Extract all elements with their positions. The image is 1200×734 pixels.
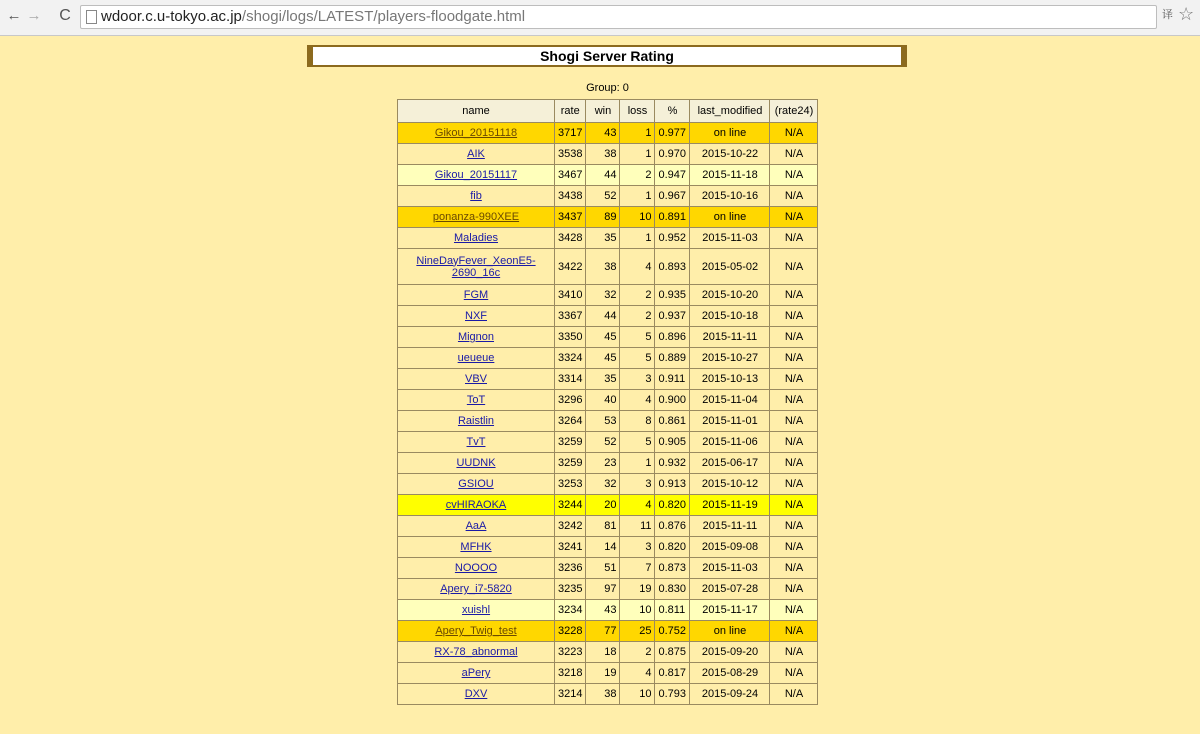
win-cell: 32	[586, 285, 620, 306]
player-name-cell	[398, 327, 555, 348]
player-link[interactable]: UUDNK	[456, 457, 496, 469]
rate-cell: 3264	[555, 411, 586, 432]
loss-cell: 5	[620, 348, 655, 369]
player-name-cell	[398, 558, 555, 579]
rate24-cell: N/A	[770, 327, 818, 348]
player-name-cell	[398, 516, 555, 537]
col-header-rate24: (rate24)	[770, 100, 818, 123]
rate24-cell: N/A	[770, 642, 818, 663]
rate24-cell: N/A	[770, 186, 818, 207]
win-cell: 52	[586, 186, 620, 207]
table-row	[398, 432, 818, 453]
percent-cell: 0.967	[655, 186, 690, 207]
last-modified-cell: 2015-11-06	[690, 432, 770, 453]
rating-table	[397, 99, 818, 705]
rate-cell: 3259	[555, 453, 586, 474]
win-cell: 89	[586, 207, 620, 228]
player-name-cell	[398, 285, 555, 306]
rate-cell: 3438	[555, 186, 586, 207]
rate-cell: 3296	[555, 390, 586, 411]
table-row	[398, 411, 818, 432]
last-modified-cell: on line	[690, 207, 770, 228]
loss-cell: 2	[620, 165, 655, 186]
player-name-cell	[398, 642, 555, 663]
player-link[interactable]: GSIOU	[458, 478, 494, 490]
loss-cell: 25	[620, 621, 655, 642]
win-cell: 81	[586, 516, 620, 537]
loss-cell: 10	[620, 684, 655, 705]
table-row	[398, 642, 818, 663]
last-modified-cell: 2015-11-11	[690, 516, 770, 537]
rate-cell: 3410	[555, 285, 586, 306]
table-row	[398, 684, 818, 705]
rate-cell: 3314	[555, 369, 586, 390]
rate24-cell: N/A	[770, 207, 818, 228]
translate-icon[interactable]: 译	[1162, 9, 1173, 21]
percent-cell: 0.793	[655, 684, 690, 705]
percent-cell: 0.905	[655, 432, 690, 453]
rate-cell: 3218	[555, 663, 586, 684]
win-cell: 35	[586, 369, 620, 390]
rate-cell: 3235	[555, 579, 586, 600]
player-name-cell	[398, 228, 555, 249]
table-row	[398, 165, 818, 186]
player-link[interactable]: DXV	[464, 688, 488, 700]
rate24-cell: N/A	[770, 144, 818, 165]
rate24-cell: N/A	[770, 348, 818, 369]
rate-cell: 3241	[555, 537, 586, 558]
win-cell: 77	[586, 621, 620, 642]
last-modified-cell: 2015-09-08	[690, 537, 770, 558]
table-row	[398, 285, 818, 306]
rate-cell: 3223	[555, 642, 586, 663]
table-row	[398, 186, 818, 207]
loss-cell: 1	[620, 453, 655, 474]
rate24-cell: N/A	[770, 516, 818, 537]
percent-cell: 0.977	[655, 123, 690, 144]
table-row	[398, 390, 818, 411]
rate24-cell: N/A	[770, 453, 818, 474]
bookmark-star-icon[interactable]: ☆	[1178, 4, 1195, 24]
back-arrow-icon[interactable]: ←	[6, 7, 22, 24]
title-banner	[307, 45, 907, 67]
table-row	[398, 249, 818, 285]
address-url[interactable]	[101, 8, 525, 25]
forward-arrow-icon[interactable]: →	[26, 7, 42, 24]
win-cell: 14	[586, 537, 620, 558]
loss-cell: 3	[620, 369, 655, 390]
player-name-cell	[398, 600, 555, 621]
table-row	[398, 516, 818, 537]
player-name-cell	[398, 579, 555, 600]
table-row	[398, 453, 818, 474]
player-name-cell	[398, 495, 555, 516]
rate-cell: 3538	[555, 144, 586, 165]
rate-cell: 3467	[555, 165, 586, 186]
page-icon	[86, 10, 97, 24]
last-modified-cell: 2015-09-24	[690, 684, 770, 705]
player-link[interactable]: Maladies	[453, 232, 499, 244]
win-cell: 43	[586, 600, 620, 621]
last-modified-cell: 2015-05-02	[690, 249, 770, 285]
win-cell: 44	[586, 165, 620, 186]
player-link[interactable]: FGM	[463, 289, 489, 301]
last-modified-cell: 2015-08-29	[690, 663, 770, 684]
percent-cell: 0.896	[655, 327, 690, 348]
rate-cell: 3236	[555, 558, 586, 579]
table-row	[398, 144, 818, 165]
player-link[interactable]: cvHIRAOKA	[445, 499, 507, 511]
loss-cell: 2	[620, 285, 655, 306]
player-link[interactable]: ueueue	[457, 352, 495, 364]
table-row	[398, 123, 818, 144]
win-cell: 38	[586, 249, 620, 285]
browser-toolbar	[0, 0, 1200, 36]
rate-cell: 3253	[555, 474, 586, 495]
player-link[interactable]: AaA	[465, 520, 487, 532]
table-row	[398, 207, 818, 228]
win-cell: 44	[586, 306, 620, 327]
win-cell: 45	[586, 348, 620, 369]
win-cell: 32	[586, 474, 620, 495]
rate-cell: 3214	[555, 684, 586, 705]
player-name-cell	[398, 369, 555, 390]
percent-cell: 0.876	[655, 516, 690, 537]
rate-cell: 3324	[555, 348, 586, 369]
last-modified-cell: 2015-07-28	[690, 579, 770, 600]
table-row	[398, 537, 818, 558]
player-link[interactable]: xuishl	[461, 604, 491, 616]
loss-cell: 1	[620, 228, 655, 249]
last-modified-cell: 2015-10-27	[690, 348, 770, 369]
player-name-cell	[398, 621, 555, 642]
url-host: wdoor.c.u-tokyo.ac.jp	[101, 8, 242, 25]
win-cell: 97	[586, 579, 620, 600]
percent-cell: 0.937	[655, 306, 690, 327]
player-name-cell	[398, 144, 555, 165]
rate24-cell: N/A	[770, 495, 818, 516]
table-row	[398, 495, 818, 516]
rate24-cell: N/A	[770, 123, 818, 144]
player-name-cell	[398, 186, 555, 207]
player-name-cell	[398, 411, 555, 432]
loss-cell: 11	[620, 516, 655, 537]
last-modified-cell: 2015-11-04	[690, 390, 770, 411]
win-cell: 38	[586, 684, 620, 705]
col-header-last-modified: last_modified	[690, 100, 770, 123]
player-link[interactable]: Gikou_20151118	[434, 127, 518, 139]
percent-cell: 0.875	[655, 642, 690, 663]
player-link[interactable]: TvT	[466, 436, 486, 448]
percent-cell: 0.932	[655, 453, 690, 474]
rate-cell: 3234	[555, 600, 586, 621]
url-path: /shogi/logs/LATEST/players-floodgate.html	[241, 8, 526, 25]
percent-cell: 0.817	[655, 663, 690, 684]
last-modified-cell: 2015-11-11	[690, 327, 770, 348]
last-modified-cell: 2015-11-03	[690, 228, 770, 249]
player-link[interactable]: AIK	[467, 148, 485, 160]
table-row	[398, 474, 818, 495]
rate24-cell: N/A	[770, 369, 818, 390]
player-link[interactable]: NineDayFever_XeonE5-2690_16c	[416, 254, 536, 279]
col-header-rate: rate	[555, 100, 586, 123]
win-cell: 51	[586, 558, 620, 579]
percent-cell: 0.947	[655, 165, 690, 186]
player-link[interactable]: Gikou_20151117	[434, 169, 518, 181]
loss-cell: 3	[620, 537, 655, 558]
last-modified-cell: 2015-10-22	[690, 144, 770, 165]
player-name-cell	[398, 432, 555, 453]
percent-cell: 0.861	[655, 411, 690, 432]
col-header-win: win	[586, 100, 620, 123]
rate24-cell: N/A	[770, 165, 818, 186]
last-modified-cell: 2015-10-12	[690, 474, 770, 495]
win-cell: 40	[586, 390, 620, 411]
player-name-cell	[398, 348, 555, 369]
percent-cell: 0.952	[655, 228, 690, 249]
rate24-cell: N/A	[770, 306, 818, 327]
loss-cell: 4	[620, 390, 655, 411]
rate-cell: 3228	[555, 621, 586, 642]
loss-cell: 8	[620, 411, 655, 432]
player-link[interactable]: Apery_i7-5820	[440, 583, 512, 595]
loss-cell: 19	[620, 579, 655, 600]
last-modified-cell: on line	[690, 123, 770, 144]
player-name-cell	[398, 306, 555, 327]
percent-cell: 0.970	[655, 144, 690, 165]
rate-cell: 3717	[555, 123, 586, 144]
loss-cell: 1	[620, 144, 655, 165]
loss-cell: 7	[620, 558, 655, 579]
loss-cell: 5	[620, 327, 655, 348]
loss-cell: 1	[620, 186, 655, 207]
rate24-cell: N/A	[770, 411, 818, 432]
table-row	[398, 306, 818, 327]
win-cell: 35	[586, 228, 620, 249]
table-row	[398, 621, 818, 642]
percent-cell: 0.820	[655, 537, 690, 558]
player-link[interactable]: fib	[470, 190, 482, 202]
last-modified-cell: 2015-10-16	[690, 186, 770, 207]
last-modified-cell: 2015-11-19	[690, 495, 770, 516]
player-name-cell	[398, 390, 555, 411]
last-modified-cell: 2015-09-20	[690, 642, 770, 663]
percent-cell: 0.873	[655, 558, 690, 579]
last-modified-cell: 2015-10-18	[690, 306, 770, 327]
player-link[interactable]: NOOOO	[454, 562, 498, 574]
group-label: Group: 0	[586, 82, 629, 94]
table-row	[398, 228, 818, 249]
rate24-cell: N/A	[770, 432, 818, 453]
col-header-name: name	[398, 100, 555, 123]
rate-cell: 3422	[555, 249, 586, 285]
win-cell: 38	[586, 144, 620, 165]
col-header-loss: loss	[620, 100, 655, 123]
rate24-cell: N/A	[770, 285, 818, 306]
player-link[interactable]: Raistlin	[457, 415, 495, 427]
player-name-cell	[398, 537, 555, 558]
rate24-cell: N/A	[770, 663, 818, 684]
col-header-percent: %	[655, 100, 690, 123]
table-row	[398, 663, 818, 684]
player-link[interactable]: RX-78_abnormal	[434, 646, 518, 658]
player-link[interactable]: VBV	[464, 373, 487, 385]
rate24-cell: N/A	[770, 474, 818, 495]
last-modified-cell: 2015-10-13	[690, 369, 770, 390]
loss-cell: 2	[620, 306, 655, 327]
last-modified-cell: 2015-10-20	[690, 285, 770, 306]
percent-cell: 0.811	[655, 600, 690, 621]
player-link[interactable]: aPery	[461, 667, 491, 679]
win-cell: 20	[586, 495, 620, 516]
player-name-cell	[398, 453, 555, 474]
player-link[interactable]: NXF	[465, 310, 487, 322]
player-name-cell	[398, 684, 555, 705]
rate-cell: 3437	[555, 207, 586, 228]
player-name-cell	[398, 165, 555, 186]
loss-cell: 10	[620, 600, 655, 621]
win-cell: 45	[586, 327, 620, 348]
rate-cell: 3242	[555, 516, 586, 537]
table-row	[398, 327, 818, 348]
loss-cell: 10	[620, 207, 655, 228]
rate-cell: 3367	[555, 306, 586, 327]
last-modified-cell: 2015-11-17	[690, 600, 770, 621]
win-cell: 53	[586, 411, 620, 432]
loss-cell: 4	[620, 495, 655, 516]
header-row	[398, 100, 818, 123]
rate24-cell: N/A	[770, 684, 818, 705]
table-row	[398, 348, 818, 369]
rate24-cell: N/A	[770, 228, 818, 249]
table-row	[398, 600, 818, 621]
loss-cell: 4	[620, 663, 655, 684]
percent-cell: 0.893	[655, 249, 690, 285]
rate24-cell: N/A	[770, 537, 818, 558]
percent-cell: 0.820	[655, 495, 690, 516]
win-cell: 19	[586, 663, 620, 684]
rate-cell: 3428	[555, 228, 586, 249]
percent-cell: 0.889	[655, 348, 690, 369]
player-name-cell	[398, 663, 555, 684]
last-modified-cell: on line	[690, 621, 770, 642]
page-title: Shogi Server Rating	[313, 47, 901, 65]
loss-cell: 4	[620, 249, 655, 285]
player-name-cell	[398, 207, 555, 228]
win-cell: 18	[586, 642, 620, 663]
last-modified-cell: 2015-11-01	[690, 411, 770, 432]
win-cell: 52	[586, 432, 620, 453]
player-link[interactable]: Apery_Twig_test	[435, 625, 517, 637]
rate24-cell: N/A	[770, 249, 818, 285]
last-modified-cell: 2015-11-18	[690, 165, 770, 186]
player-name-cell	[398, 249, 555, 285]
player-link[interactable]: MFHK	[460, 541, 492, 553]
percent-cell: 0.891	[655, 207, 690, 228]
percent-cell: 0.752	[655, 621, 690, 642]
player-name-cell	[398, 123, 555, 144]
rate24-cell: N/A	[770, 621, 818, 642]
address-bar[interactable]	[80, 5, 1157, 29]
rate24-cell: N/A	[770, 579, 818, 600]
percent-cell: 0.913	[655, 474, 690, 495]
rate24-cell: N/A	[770, 558, 818, 579]
table-row	[398, 579, 818, 600]
rate24-cell: N/A	[770, 390, 818, 411]
last-modified-cell: 2015-06-17	[690, 453, 770, 474]
loss-cell: 5	[620, 432, 655, 453]
loss-cell: 1	[620, 123, 655, 144]
reload-icon[interactable]: C	[59, 7, 71, 24]
percent-cell: 0.911	[655, 369, 690, 390]
loss-cell: 2	[620, 642, 655, 663]
player-link[interactable]: Mignon	[457, 331, 495, 343]
rate-cell: 3350	[555, 327, 586, 348]
player-link[interactable]: ponanza-990XEE	[432, 211, 520, 223]
rate-cell: 3244	[555, 495, 586, 516]
player-name-cell	[398, 474, 555, 495]
percent-cell: 0.830	[655, 579, 690, 600]
loss-cell: 3	[620, 474, 655, 495]
percent-cell: 0.900	[655, 390, 690, 411]
win-cell: 43	[586, 123, 620, 144]
rate24-cell: N/A	[770, 600, 818, 621]
table-row	[398, 558, 818, 579]
win-cell: 23	[586, 453, 620, 474]
player-link[interactable]: ToT	[466, 394, 486, 406]
rate-cell: 3259	[555, 432, 586, 453]
last-modified-cell: 2015-11-03	[690, 558, 770, 579]
percent-cell: 0.935	[655, 285, 690, 306]
table-row	[398, 369, 818, 390]
